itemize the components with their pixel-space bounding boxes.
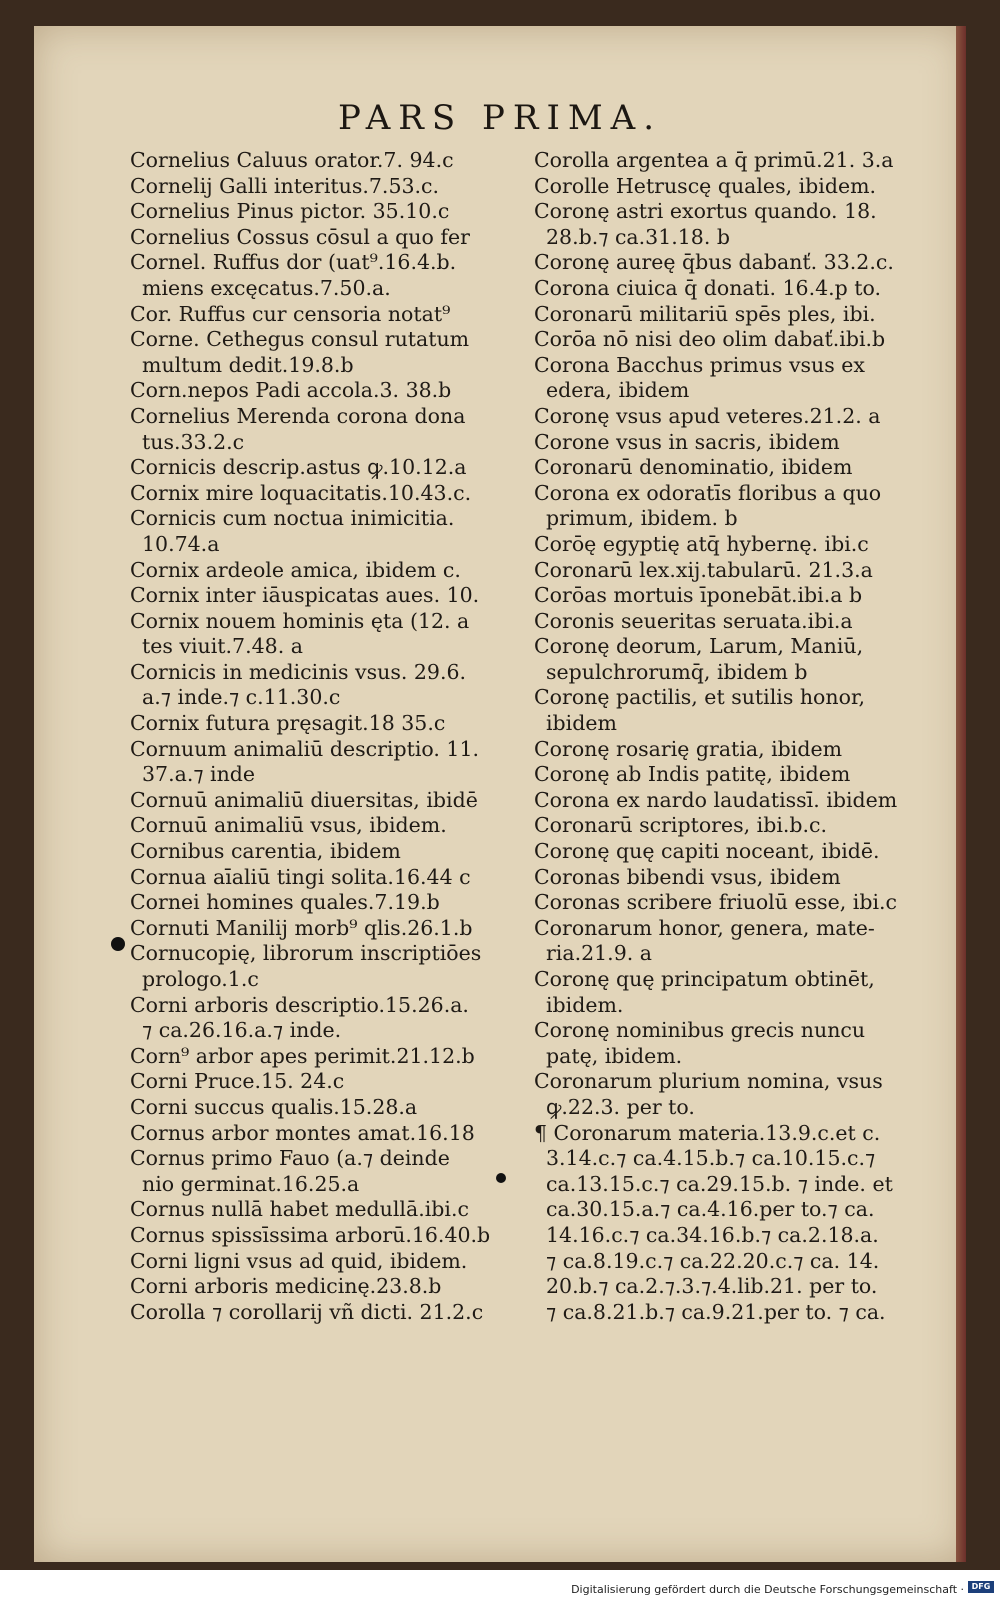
index-entry: edera, ibidem bbox=[546, 378, 690, 403]
index-entry: Cornibus carentia, ibidem bbox=[130, 839, 401, 864]
index-entry: Corona ciuica q̄ donati. 16.4.p to. bbox=[534, 275, 882, 300]
page-header: PARS PRIMA. bbox=[337, 98, 663, 138]
index-entry: Coronę nominibus grecis nuncu bbox=[534, 1018, 866, 1043]
index-entry: Cornelius Caluus orator.7. 94.c bbox=[130, 148, 454, 172]
index-entry: Cornix mire loquacitatis.10.43.c. bbox=[130, 480, 472, 505]
index-entry: Coronę quę capiti noceant, ibidē. bbox=[534, 839, 880, 864]
index-entry: Cornei homines quales.7.19.b bbox=[130, 890, 440, 915]
footer-credit: Digitalisierung gefördert durch die Deutsche Forschungsgemeinschaft · bbox=[571, 1583, 964, 1596]
index-entry: Cornicis descrip.astus ꝙ.10.12.a bbox=[130, 455, 467, 480]
index-entry: Coronę quę principatum obtinēt, bbox=[534, 967, 875, 991]
index-entry: Cornelij Galli interitus.7.53.c. bbox=[130, 173, 440, 198]
index-entry: Cornuū animaliū diuersitas, ibidē bbox=[130, 787, 478, 812]
index-entry: Coronas scribere friuolū esse, ibi.c bbox=[534, 890, 898, 915]
index-entry: Coronę rosarię gratia, ibidem bbox=[534, 736, 843, 761]
digitization-footer bbox=[0, 1570, 1000, 1604]
index-entry: sepulchrorumq̄, ibidem b bbox=[546, 659, 808, 684]
index-entry: tus.33.2.c bbox=[142, 429, 245, 454]
index-entry: Coronarū scriptores, ibi.b.c. bbox=[534, 813, 828, 838]
index-entry: Coronarū denominatio, ibidem bbox=[534, 455, 853, 480]
index-entry: Corona ex odoratīs floribus a quo bbox=[534, 480, 882, 505]
index-entry: Cornicis in medicinis vsus. 29.6. bbox=[130, 659, 467, 684]
index-entry: a.⁊ inde.⁊ c.11.30.c bbox=[142, 685, 341, 710]
right-index-column bbox=[534, 148, 944, 1325]
index-entry: 3.14.c.⁊ ca.4.15.b.⁊ ca.10.15.c.⁊ bbox=[546, 1146, 876, 1171]
index-entry: Corne. Cethegus consul rutatum bbox=[130, 327, 470, 352]
index-entry: Cornus arbor montes amat.16.18 bbox=[130, 1120, 475, 1145]
index-entry: Coronę vsus apud veteres.21.2. a bbox=[534, 403, 881, 428]
index-entry: Corn.nepos Padi accola.3. 38.b bbox=[130, 378, 452, 403]
index-entry: ibidem bbox=[546, 711, 617, 736]
index-entry: multum dedit.19.8.b bbox=[142, 352, 354, 377]
index-entry: ca.13.15.c.⁊ ca.29.15.b. ⁊ inde. et bbox=[546, 1171, 893, 1196]
index-entry: Coronarum plurium nomina, vsus bbox=[534, 1069, 883, 1094]
index-entry: Cornelius Cossus cōsul a quo fer bbox=[130, 224, 470, 249]
index-entry: 28.b.⁊ ca.31.18. b bbox=[546, 224, 731, 249]
index-entry: Cornix futura pręsagit.18 35.c bbox=[130, 711, 446, 736]
index-entry: Cornel. Ruffus dor (uat⁹.16.4.b. bbox=[130, 250, 457, 275]
index-entry: 20.b.⁊ ca.2.⁊.3.⁊.4.lib.21. per to. bbox=[546, 1274, 878, 1299]
index-entry: Cornuum animaliū descriptio. 11. bbox=[130, 736, 480, 761]
index-entry: ꝙ.22.3. per to. bbox=[546, 1094, 695, 1119]
index-entry: Coronarum honor, genera, mate- bbox=[534, 915, 875, 940]
index-entry: Corni ligni vsus ad quid, ibidem. bbox=[130, 1248, 468, 1273]
ink-blot bbox=[111, 937, 125, 951]
index-entry: Cornix inter iāuspicatas aues. 10. bbox=[130, 583, 480, 608]
index-entry: Corni arboris medicinę.23.8.b bbox=[130, 1274, 442, 1299]
index-entry: Corōas mortuis īponebāt.ibi.a b bbox=[534, 583, 863, 608]
index-entry: Corona ex nardo laudatissī. ibidem bbox=[534, 787, 898, 812]
left-index-column bbox=[130, 148, 570, 1325]
index-entry: Coronis seueritas seruata.ibi.a bbox=[534, 608, 853, 633]
index-entry: Cornelius Pinus pictor. 35.10.c bbox=[130, 199, 450, 224]
index-entry: Corni Pruce.15. 24.c bbox=[130, 1069, 345, 1094]
index-entry: ⁊ ca.8.21.b.⁊ ca.9.21.per to. ⁊ ca. bbox=[546, 1299, 886, 1324]
page-edge bbox=[956, 26, 966, 1562]
index-entry: Cornuti Manilij morb⁹ qlis.26.1.b bbox=[130, 915, 473, 940]
index-entry: Coronę deorum, Larum, Maniū, bbox=[534, 634, 864, 659]
index-entry: Corōa nō nisi deo olim dabať.ibi.b bbox=[534, 327, 886, 352]
index-entry: ria.21.9. a bbox=[546, 941, 652, 966]
index-entry: 37.a.⁊ inde bbox=[142, 762, 256, 787]
index-entry: miens excęcatus.7.50.a. bbox=[142, 275, 391, 300]
index-entry: Coronę ab Indis patitę, ibidem bbox=[534, 762, 851, 787]
index-entry: ca.30.15.a.⁊ ca.4.16.per to.⁊ ca. bbox=[546, 1197, 875, 1222]
index-entry: 10.74.a bbox=[142, 531, 220, 556]
index-entry: Cornix nouem hominis ęta (12. a bbox=[130, 608, 470, 633]
ink-blot bbox=[496, 1173, 506, 1183]
dfg-logo: DFG bbox=[968, 1581, 994, 1593]
index-entry: Coronarū militariū spēs ples, ibi. bbox=[534, 301, 876, 326]
index-entry: Corni succus qualis.15.28.a bbox=[130, 1094, 418, 1119]
index-entry: Cornuū animaliū vsus, ibidem. bbox=[130, 813, 447, 838]
index-entry: Cornus primo Fauo (a.⁊ deinde bbox=[130, 1146, 450, 1171]
index-entry: Corni arboris descriptio.15.26.a. bbox=[130, 992, 469, 1017]
index-entry: Cornucopię, librorum inscriptiōes bbox=[130, 941, 482, 966]
index-entry: Corona Bacchus primus vsus ex bbox=[534, 352, 865, 377]
index-entry: Coronas bibendi vsus, ibidem bbox=[534, 864, 841, 889]
index-entry: Corn⁹ arbor apes perimit.21.12.b bbox=[130, 1043, 475, 1068]
index-entry: 14.16.c.⁊ ca.34.16.b.⁊ ca.2.18.a. bbox=[546, 1222, 879, 1247]
index-entry: primum, ibidem. b bbox=[546, 506, 738, 531]
index-entry: Cornus nullā habet medullā.ibi.c bbox=[130, 1197, 469, 1222]
index-entry: Cor. Ruffus cur censoria notat⁹ bbox=[130, 301, 451, 326]
index-entry: Coronarū lex.xij.tabularū. 21.3.a bbox=[534, 557, 873, 582]
index-entry: Cornicis cum noctua inimicitia. bbox=[130, 506, 455, 531]
index-entry: Coronę astri exortus quando. 18. bbox=[534, 199, 877, 224]
index-entry: Corolle Hetruscę quales, ibidem. bbox=[534, 173, 877, 198]
index-entry: Cornua aīaliū tingi solita.16.44 c bbox=[130, 864, 471, 889]
index-entry: ⁊ ca.8.19.c.⁊ ca.22.20.c.⁊ ca. 14. bbox=[546, 1248, 880, 1273]
index-entry: Corone vsus in sacris, ibidem bbox=[534, 429, 840, 454]
index-entry: ⁊ ca.26.16.a.⁊ inde. bbox=[142, 1018, 342, 1043]
index-entry: prologo.1.c bbox=[142, 967, 259, 991]
index-entry: nio germinat.16.25.a bbox=[142, 1171, 360, 1196]
index-entry: Cornelius Merenda corona dona bbox=[130, 403, 466, 428]
index-entry: Cornix ardeole amica, ibidem c. bbox=[130, 557, 461, 582]
index-entry: Coronę pactilis, et sutilis honor, bbox=[534, 685, 866, 710]
index-entry: ibidem. bbox=[546, 992, 624, 1017]
book-page bbox=[34, 26, 966, 1562]
index-entry: Cornus spissīssima arborū.16.40.b bbox=[130, 1222, 491, 1247]
index-entry: tes viuit.7.48. a bbox=[142, 634, 303, 659]
index-entry: ¶ Coronarum materia.13.9.c.et c. bbox=[534, 1120, 881, 1145]
index-entry: Corolla ⁊ corollarij vñ dicti. 21.2.c bbox=[130, 1299, 484, 1324]
index-entry: Coronę aureę q̄bus dabanť. 33.2.c. bbox=[534, 250, 894, 275]
index-entry: Corōę egyptię atq̄ hybernę. ibi.c bbox=[534, 531, 869, 556]
index-entry: Corolla argentea a q̄ primū.21. 3.a bbox=[534, 148, 894, 172]
index-entry: patę, ibidem. bbox=[546, 1043, 683, 1068]
